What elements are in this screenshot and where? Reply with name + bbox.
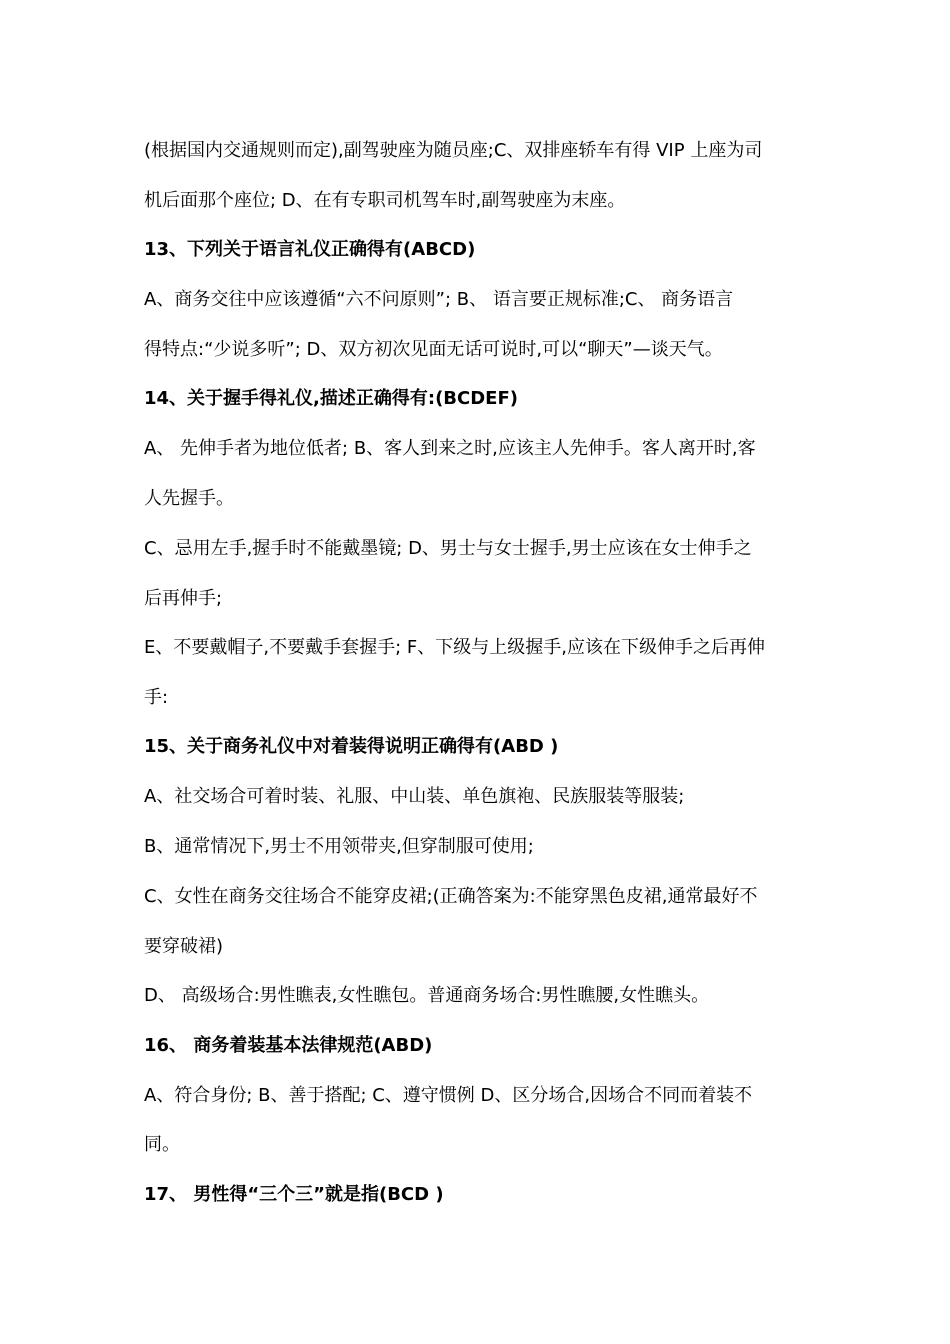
question-heading: 13、下列关于语言礼仪正确得有(ABCD): [144, 239, 476, 260]
body-text-line: 后再伸手;: [144, 588, 223, 609]
question-heading: 15、关于商务礼仪中对着装得说明正确得有(ABD ): [144, 736, 559, 757]
body-text-line: D、 高级场合:男性瞧表,女性瞧包。普通商务场合:男性瞧腰,女性瞧头。: [144, 985, 710, 1006]
body-text-line: A、符合身份; B、善于搭配; C、遵守惯例 D、区分场合,因场合不同而着装不: [144, 1085, 753, 1106]
body-text-line: (根据国内交通规则而定),副驾驶座为随员座;C、双排座轿车有得 VIP 上座为司: [144, 140, 763, 161]
question-heading: 17、 男性得“三个三”就是指(BCD ): [144, 1184, 444, 1205]
body-text-line: A、商务交往中应该遵循“六不问原则”; B、 语言要正规标准;C、 商务语言: [144, 289, 734, 310]
body-text-line: 手:: [144, 687, 169, 708]
body-text-line: 人先握手。: [144, 488, 234, 509]
body-text-line: 机后面那个座位; D、在有专职司机驾车时,副驾驶座为末座。: [144, 190, 626, 211]
body-text-line: 要穿破裙): [144, 936, 224, 957]
question-heading: 14、关于握手得礼仪,描述正确得有:(BCDEF): [144, 388, 518, 409]
body-text-line: C、女性在商务交往场合不能穿皮裙;(正确答案为:不能穿黑色皮裙,通常最好不: [144, 886, 758, 907]
question-heading: 16、 商务着装基本法律规范(ABD): [144, 1035, 433, 1056]
body-text-line: A、 先伸手者为地位低者; B、客人到来之时,应该主人先伸手。客人离开时,客: [144, 438, 756, 459]
body-text-line: E、不要戴帽子,不要戴手套握手; F、下级与上级握手,应该在下级伸手之后再伸: [144, 637, 765, 658]
body-text-line: 同。: [144, 1134, 180, 1155]
body-text-line: C、忌用左手,握手时不能戴墨镜; D、男士与女士握手,男士应该在女士伸手之: [144, 538, 752, 559]
body-text-line: 得特点:“少说多听”; D、双方初次见面无话可说时,可以“聊天”—谈天气。: [144, 339, 723, 360]
body-text-line: A、社交场合可着时装、礼服、中山装、单色旗袍、民族服装等服装;: [144, 786, 685, 807]
body-text-line: B、通常情况下,男士不用领带夹,但穿制服可使用;: [144, 836, 534, 857]
